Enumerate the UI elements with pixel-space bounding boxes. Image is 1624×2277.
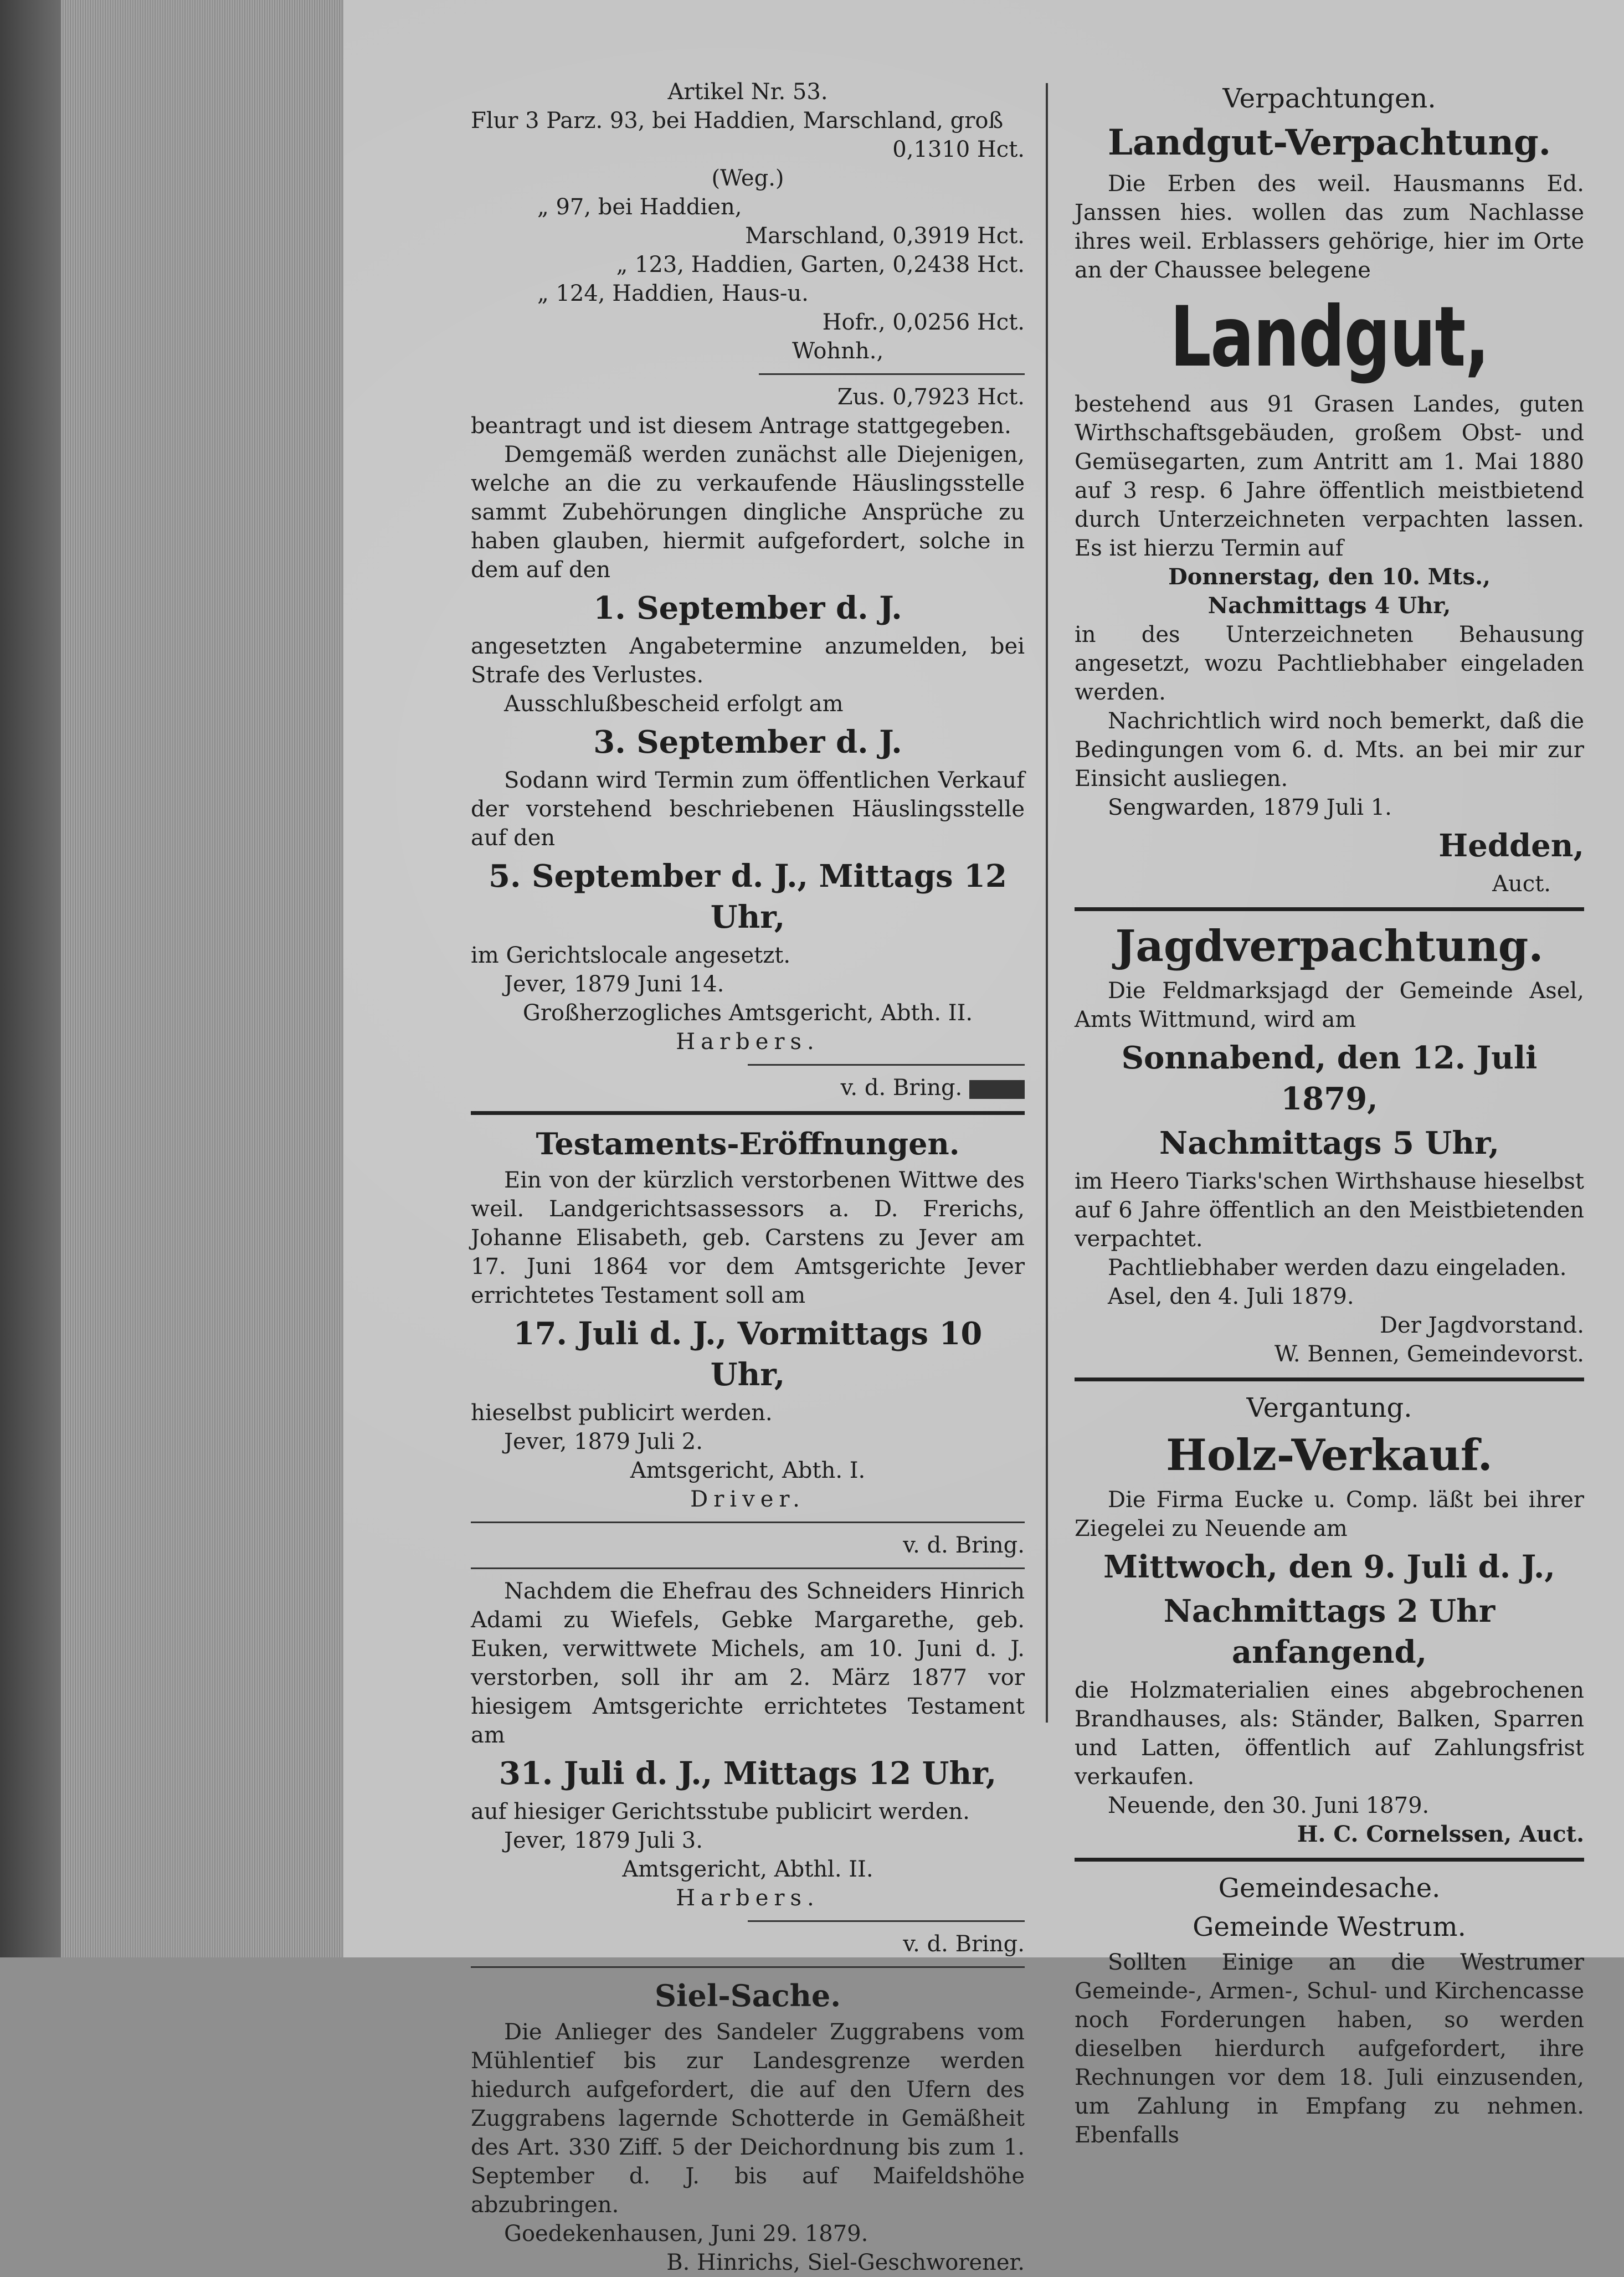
paragraph: Sollten Einige an die Westrumer Gemeinde-, Armen-, Schul- und Kirchencasse noch Forderungen haben, so werden dieselben hierdurch aufgefordert, ihre Rechnungen vor dem 18. Juli einzusenden, um Zahlung in Empfang zu nehmen. Ebenfalls bbox=[1075, 1950, 1584, 2148]
paragraph: Ausschlußbescheid erfolgt am bbox=[504, 691, 844, 717]
signer: B. Hinrichs, Siel-Geschworener. bbox=[666, 2250, 1025, 2275]
section-heading-verpachtungen: Verpachtungen. bbox=[1222, 83, 1436, 114]
section-rule bbox=[471, 1966, 1025, 1968]
time-highlight: Nachmittags 5 Uhr, bbox=[1159, 1125, 1499, 1161]
date-highlight: Mittwoch, den 9. Juli d. J., bbox=[1103, 1549, 1555, 1585]
ad-title-jagd: Jagdverpachtung. bbox=[1115, 921, 1544, 972]
paragraph: Sodann wird Termin zum öffentlichen Verkauf der vorstehend beschriebenen Häuslingsstelle auf den bbox=[471, 768, 1025, 851]
time-highlight: Nachmittags 2 Uhr anfangend, bbox=[1163, 1593, 1495, 1671]
date-highlight: 5. September d. J., Mittags 12 Uhr, bbox=[489, 858, 1007, 936]
paragraph: Die Anlieger des Sandeler Zuggrabens vom Mühlentief bis zur Landesgrenze werden hiedurch aufgefordert, die auf den Ufern des Zuggrabens lagernde Schotterde in Gemäßheit des Art. 330 Ziff. 5 der Deichordnung bis zum 1. September d. J. bis auf Maifeldshöhe abzubringen. bbox=[471, 2019, 1025, 2218]
section-heading-gemeindesache: Gemeindesache. bbox=[1218, 1873, 1441, 1904]
paragraph: auf hiesiger Gerichtsstube publicirt werden. bbox=[471, 1799, 970, 1824]
paragraph: angesetzten Angabetermine anzumelden, bei Strafe des Verlustes. bbox=[471, 634, 1025, 688]
auctioneer-name: H. C. Cornelssen, Auct. bbox=[1297, 1821, 1584, 1847]
organization: Der Jagdvorstand. bbox=[1379, 1313, 1584, 1338]
signature-rule bbox=[748, 1920, 1025, 1922]
section-heading-vergantung: Vergantung. bbox=[1246, 1392, 1412, 1423]
section-rule bbox=[471, 1111, 1025, 1115]
paragraph: Die Firma Eucke u. Comp. läßt bei ihrer Ziegelei zu Neuende am bbox=[1075, 1487, 1584, 1541]
paragraph: Die Erben des weil. Hausmanns Ed. Janssen hies. wollen das zum Nachlasse ihres weil. Erblassers gehörige, hier im Orte an der Chaussee belegene bbox=[1075, 171, 1584, 283]
paragraph: im Heero Tiarks'schen Wirthshause hieselbst auf 6 Jahre öffentlich an den Meistbietenden verpachtet. bbox=[1075, 1169, 1584, 1252]
court-name: Amtsgericht, Abth. I. bbox=[630, 1458, 866, 1483]
ad-title-holz: Holz-Verkauf. bbox=[1166, 1430, 1493, 1481]
time-highlight: Nachmittags 4 Uhr, bbox=[1207, 593, 1451, 619]
ink-smudge bbox=[969, 1080, 1025, 1099]
section-title-testamente: Testaments-Eröffnungen. bbox=[536, 1126, 960, 1161]
ad-display-word: Landgut, bbox=[1170, 289, 1489, 386]
parcel-line: „ 124, Haddien, Haus-u. bbox=[537, 281, 809, 306]
paragraph: hieselbst publicirt werden. bbox=[471, 1400, 773, 1426]
date-highlight: Sonnabend, den 12. Juli 1879, bbox=[1121, 1040, 1538, 1117]
date-highlight: 17. Juli d. J., Vormittags 10 Uhr, bbox=[513, 1315, 983, 1393]
signature-rule bbox=[471, 1522, 1025, 1523]
section-rule bbox=[1075, 1377, 1584, 1381]
auctioneer-role: Auct. bbox=[1492, 871, 1551, 897]
court-name: Amtsgericht, Abthl. II. bbox=[622, 1857, 873, 1882]
left-column bbox=[471, 78, 1025, 2277]
signer: Harbers. bbox=[676, 1029, 820, 1055]
parcel-line: 0,1310 Hct. bbox=[892, 137, 1025, 162]
ad-title-westrum: Gemeinde Westrum. bbox=[1193, 1911, 1466, 1942]
date-highlight: 1. September d. J. bbox=[593, 590, 902, 626]
parcel-line: Flur 3 Parz. 93, bei Haddien, Marschland, groß bbox=[471, 108, 1004, 133]
place-date: Jever, 1879 Juni 14. bbox=[504, 972, 724, 997]
section-rule bbox=[1075, 907, 1584, 911]
paragraph: Pachtliebhaber werden dazu eingeladen. bbox=[1108, 1255, 1567, 1281]
parcel-line: (Weg.) bbox=[711, 166, 784, 191]
clerk: v. d. Bring. bbox=[903, 1931, 1025, 1957]
paragraph: Demgemäß werden zunächst alle Diejenigen, welche an die zu verkaufende Häuslingsstelle sammt Zubehörungen dingliche Ansprüche zu haben glauben, hiermit aufgefordert, solche in dem auf den bbox=[471, 442, 1025, 583]
place-date: Jever, 1879 Juli 3. bbox=[504, 1828, 703, 1853]
artikel-heading: Artikel Nr. 53. bbox=[667, 79, 828, 105]
clerk: v. d. Bring. bbox=[471, 1073, 1025, 1102]
place-date: Neuende, den 30. Juni 1879. bbox=[1108, 1793, 1430, 1818]
newspaper-page bbox=[343, 0, 1624, 2275]
paragraph: im Gerichtslocale angesetzt. bbox=[471, 943, 791, 968]
section-rule bbox=[471, 1567, 1025, 1569]
signer: Harbers. bbox=[676, 1885, 820, 1911]
section-title-siel: Siel-Sache. bbox=[654, 1978, 841, 2013]
parcel-total: Zus. 0,7923 Hct. bbox=[837, 384, 1025, 410]
place-date: Sengwarden, 1879 Juli 1. bbox=[1108, 795, 1392, 820]
date-highlight: Donnerstag, den 10. Mts., bbox=[1168, 564, 1491, 590]
date-highlight: 31. Juli d. J., Mittags 12 Uhr, bbox=[498, 1755, 997, 1792]
signature-rule bbox=[748, 1064, 1025, 1066]
parcel-line: Marschland, 0,3919 Hct. bbox=[745, 223, 1025, 249]
sum-rule bbox=[759, 373, 1025, 375]
parcel-line: „ 123, Haddien, Garten, 0,2438 Hct. bbox=[616, 252, 1025, 277]
place-date: Goedekenhausen, Juni 29. 1879. bbox=[504, 2221, 868, 2247]
parcel-line: „ 97, bei Haddien, bbox=[537, 194, 742, 220]
court-name: Großherzogliches Amtsgericht, Abth. II. bbox=[522, 1000, 973, 1026]
clerk: v. d. Bring. bbox=[903, 1533, 1025, 1558]
paragraph: Ein von der kürzlich verstorbenen Wittwe des weil. Landgerichtsassessors a. D. Frerichs, Johanne Elisabeth, geb. Carstens zu Jever am 17. Juni 1864 vor dem Amtsgerichte Jever errichtetes Testament soll am bbox=[471, 1168, 1025, 1308]
date-highlight: 3. September d. J. bbox=[593, 724, 902, 760]
column-divider bbox=[1046, 83, 1048, 1723]
parcel-line: Hofr., 0,0256 Hct. bbox=[822, 310, 1025, 335]
place-date: Jever, 1879 Juli 2. bbox=[504, 1429, 703, 1454]
paragraph: Die Feldmarksjagd der Gemeinde Asel, Amts Wittmund, wird am bbox=[1075, 978, 1584, 1032]
place-date: Asel, den 4. Juli 1879. bbox=[1108, 1284, 1354, 1309]
paragraph: bestehend aus 91 Grasen Landes, guten Wirthschaftsgebäuden, großem Obst- und Gemüsegarten, zum Antritt am 1. Mai 1880 auf 3 resp. 6 Jahre öffentlich meistbietend durch Unterzeichneten verpachten lassen. Es ist hierzu Termin auf bbox=[1075, 392, 1584, 561]
paragraph: in des Unterzeichneten Behausung angesetzt, wozu Pachtliebhaber eingeladen werden. bbox=[1075, 622, 1584, 705]
signer: Driver. bbox=[690, 1487, 805, 1512]
ad-title-landgut: Landgut-Verpachtung. bbox=[1107, 122, 1551, 163]
paragraph: die Holzmaterialien eines abgebrochenen Brandhauses, als: Ständer, Balken, Sparren und Latten, öffentlich auf Zahlungsfrist verkaufen. bbox=[1075, 1678, 1584, 1790]
paragraph: Nachrichtlich wird noch bemerkt, daß die Bedingungen vom 6. d. Mts. an bei mir zur Einsicht ausliegen. bbox=[1075, 708, 1584, 791]
signer: W. Bennen, Gemeindevorst. bbox=[1274, 1341, 1584, 1367]
parcel-line: Wohnh., bbox=[792, 338, 884, 364]
paragraph: beantragt und ist diesem Antrage stattgegeben. bbox=[471, 413, 1011, 439]
paragraph: Nachdem die Ehefrau des Schneiders Hinrich Adami zu Wiefels, Gebke Margarethe, geb. Euken, verwittwete Michels, am 10. Juni d. J. verstorben, soll ihr am 2. März 1877 vor hiesigem Amtsgerichte errichtetes Testament am bbox=[471, 1579, 1025, 1748]
section-rule bbox=[1075, 1858, 1584, 1862]
book-binding-shadow bbox=[0, 0, 61, 1957]
auctioneer-name: Hedden, bbox=[1438, 827, 1584, 864]
right-column bbox=[1075, 78, 1584, 2150]
